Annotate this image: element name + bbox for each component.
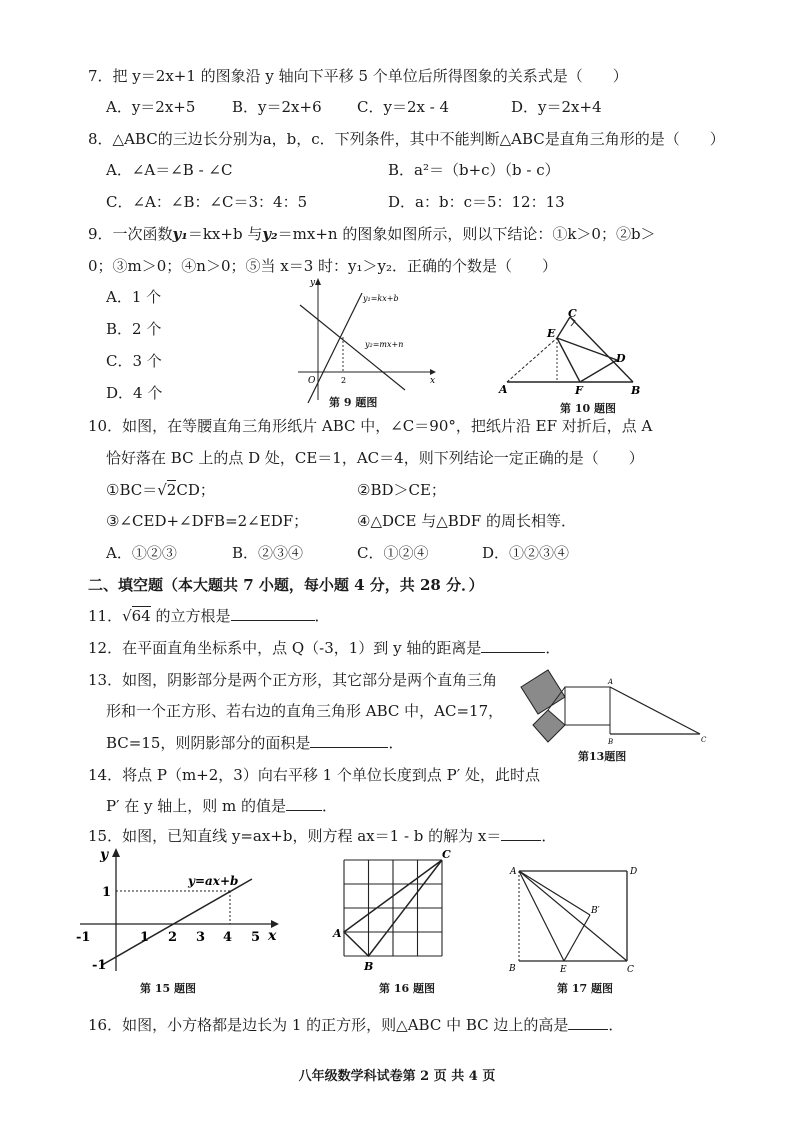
q17-label-e: E [560, 965, 567, 975]
q9-stem-part2: ＝kx+b 与 [187, 225, 263, 243]
q9-stem-line2: 0；③m＞0；④n＞0；⑤当 x＝3 时：y₁＞y₂．正确的个数是（ ） [88, 257, 558, 275]
q7-option-b: B．y＝2x+6 [232, 98, 322, 116]
q15-end: ． [541, 827, 557, 845]
q10-conclusion-4: ④△DCE 与△BDF 的周长相等． [357, 512, 576, 530]
q13-figure [515, 662, 715, 752]
q10-conclusion-1 [106, 480, 215, 500]
q16-label-b: B [364, 960, 374, 973]
q15-tick-y1: 1 [102, 885, 112, 900]
q14-end: ． [322, 797, 338, 815]
q16-caption: 第 16 题图 [379, 982, 435, 995]
q9-option-a: A．1 个 [106, 288, 162, 306]
q10-label-a: A [499, 383, 508, 396]
q12-line [88, 638, 560, 658]
q9-stem-part3: ＝mx+n 的图象如图所示，则以下结论：①k＞0；②b＞ [277, 225, 656, 243]
q9-option-c: C．3 个 [106, 352, 162, 370]
q10-c1-radicand: 2 [166, 481, 177, 499]
q8-option-d: D．a：b：c＝5：12：13 [388, 193, 565, 211]
q13-line2: 形和一个正方形、若右边的直角三角形 ABC 中，AC=17， [106, 702, 504, 720]
q15-label-y: y [100, 847, 109, 863]
q10-stem-line2: 恰好落在 BC 上的点 D 处，CE＝1，AC＝4，则下列结论一定正确的是（ ） [106, 449, 644, 467]
q9-label-x: x [430, 376, 436, 386]
q10-label-c: C [568, 307, 577, 320]
q7-option-a: A．y＝2x+5 [106, 98, 196, 116]
q7-stem: 7．把 y＝2x+1 的图象沿 y 轴向下平移 5 个单位后所得图象的关系式是（ ） [88, 67, 628, 85]
section-title: 二、填空题（本大题共 7 小题，每小题 4 分，共 28 分．） [88, 576, 484, 594]
q12-text: 12．在平面直角坐标系中，点 Q（-3，1）到 y 轴的距离是 [88, 639, 482, 657]
q11-end: ． [314, 607, 330, 625]
q15-caption: 第 15 题图 [140, 982, 196, 995]
q13-shaded-square-1 [521, 670, 565, 714]
q14-blank[interactable] [286, 796, 322, 811]
q15-tick-m1: -1 [76, 930, 91, 945]
q10-option-a: A．①②③ [106, 544, 177, 562]
q10-cb [570, 317, 633, 382]
q17-be [564, 915, 590, 961]
q11-text: 的立方根是 [155, 607, 231, 625]
q17-label-a: A [510, 867, 517, 877]
q15-label-x: x [268, 928, 277, 944]
q10-stem-line1: 10．如图，在等腰直角三角形纸片 ABC 中，∠C＝90°，把纸片沿 EF 对折后，点 A [88, 417, 653, 435]
q14-line1: 14．将点 P（m+2，3）向右平移 1 个单位长度到点 P′ 处，此时点 [88, 766, 540, 784]
q9-label-tick: 2 [341, 376, 347, 385]
q11-line [88, 606, 330, 626]
q10-c1-post: CD； [176, 481, 215, 499]
q9-y-arrow [315, 278, 321, 285]
q15-y-arrow [112, 848, 120, 857]
q9-y1: y₁ [172, 225, 188, 243]
q17-label-bprime: B′ [591, 906, 600, 916]
q9-label-origin: O [308, 376, 316, 386]
q13-label-a: A [608, 678, 614, 686]
q9-caption: 第 9 题图 [329, 396, 378, 409]
q7-option-d: D．y＝2x+4 [511, 98, 602, 116]
q13-square [565, 687, 610, 725]
q10-option-c: C．①②④ [357, 544, 429, 562]
q10-c1-pre: ①BC＝ [106, 481, 158, 499]
q17-figure [505, 855, 640, 975]
q17-label-b: B [509, 964, 516, 974]
q9-stem-part1: 9．一次函数 [88, 225, 173, 243]
q9-option-b: B．2 个 [106, 320, 162, 338]
q11-radicand: 64 [131, 607, 151, 625]
q16-label-c: C [442, 848, 451, 861]
q11-blank[interactable] [231, 606, 315, 621]
q13-label-b: B [608, 738, 614, 746]
q14-line2 [106, 796, 337, 816]
q10-ec [557, 317, 570, 338]
q10-ae [507, 338, 557, 382]
q8-option-a: A．∠A＝∠B - ∠C [106, 161, 233, 179]
q13-caption: 第13题图 [578, 750, 627, 763]
q9-x-arrow [430, 369, 436, 375]
q16-figure [330, 845, 460, 980]
q9-label-y: y [310, 278, 316, 288]
q13-blank[interactable] [310, 733, 388, 748]
q17-ac [519, 871, 627, 961]
q10-label-e: E [547, 327, 556, 340]
q7-option-c: C．y＝2x - 4 [357, 98, 450, 116]
q9-option-d: D．4 个 [106, 384, 163, 402]
q8-stem: 8．△ABC的三边长分别为a，b，c．下列条件，其中不能判断△ABC是直角三角形的是（ ） [88, 130, 725, 148]
q16-label-a: A [333, 927, 342, 940]
q13-end: ． [388, 734, 404, 752]
q16-line [88, 1015, 623, 1035]
q9-stem-line1 [88, 224, 656, 244]
q17-caption: 第 17 题图 [557, 982, 613, 995]
q10-label-f: F [575, 384, 583, 397]
q15-blank[interactable] [501, 826, 541, 841]
q10-fd [580, 360, 617, 382]
q10-caption: 第 10 题图 [560, 402, 616, 415]
q8-option-b: B．a²＝（b+c）（b - c） [388, 161, 560, 179]
q13-label-c: C [701, 736, 707, 744]
q10-c1-radical: √2 [157, 481, 177, 499]
q9-y2: y₂ [262, 225, 278, 243]
q10-conclusion-2: ②BD＞CE； [357, 481, 446, 499]
q16-end: ． [608, 1016, 624, 1034]
q16-blank[interactable] [568, 1015, 608, 1030]
q15-text: 15．如图，已知直线 y=ax+b，则方程 ax＝1 - b 的解为 x＝ [88, 827, 502, 845]
q15-tick-5: 5 [251, 930, 261, 945]
q17-label-c: C [627, 965, 634, 975]
q15-tick-ym1: -1 [92, 958, 107, 973]
page-footer: 八年级数学科试卷第 2 页 共 4 页 [298, 1069, 496, 1084]
q8-option-c: C．∠A：∠B：∠C＝3：4：5 [106, 193, 308, 211]
q9-label-line1: y₁=kx+b [363, 294, 399, 303]
q17-label-d: D [630, 867, 638, 877]
q12-blank[interactable] [481, 638, 545, 653]
q15-tick-2: 2 [168, 930, 178, 945]
q15-tick-3: 3 [196, 930, 206, 945]
q13-line3 [106, 733, 403, 753]
q16-text: 16．如图，小方格都是边长为 1 的正方形，则△ABC 中 BC 边上的高是 [88, 1016, 569, 1034]
q9-label-line2: y₂=mx+n [365, 340, 404, 349]
q15-tick-1: 1 [140, 930, 150, 945]
q13-text: BC=15，则阴影部分的面积是 [106, 734, 311, 752]
q11-num: 11． [88, 607, 123, 625]
q10-option-b: B．②③④ [232, 544, 304, 562]
q15-tick-4: 4 [223, 930, 233, 945]
q10-label-b: B [631, 384, 641, 397]
q13-line1: 13．如图，阴影部分是两个正方形，其它部分是两个直角三角 [88, 671, 498, 689]
q15-line-label: y=ax+b [188, 874, 239, 888]
q10-figure [495, 305, 650, 405]
q10-conclusion-3: ③∠CED+∠DFB=2∠EDF； [106, 512, 309, 530]
q12-end: ． [545, 639, 561, 657]
q15-x-arrow [271, 920, 279, 928]
q14-text: P′ 在 y 轴上，则 m 的值是 [106, 797, 287, 815]
q13-hypotenuse [610, 687, 700, 734]
q16-grid [344, 860, 442, 956]
q10-option-d: D．①②③④ [482, 544, 570, 562]
q15-figure [72, 843, 287, 973]
q10-label-d: D [616, 352, 626, 365]
q11-radical: √64 [122, 607, 151, 625]
q13-shaded-square-2 [533, 710, 565, 742]
